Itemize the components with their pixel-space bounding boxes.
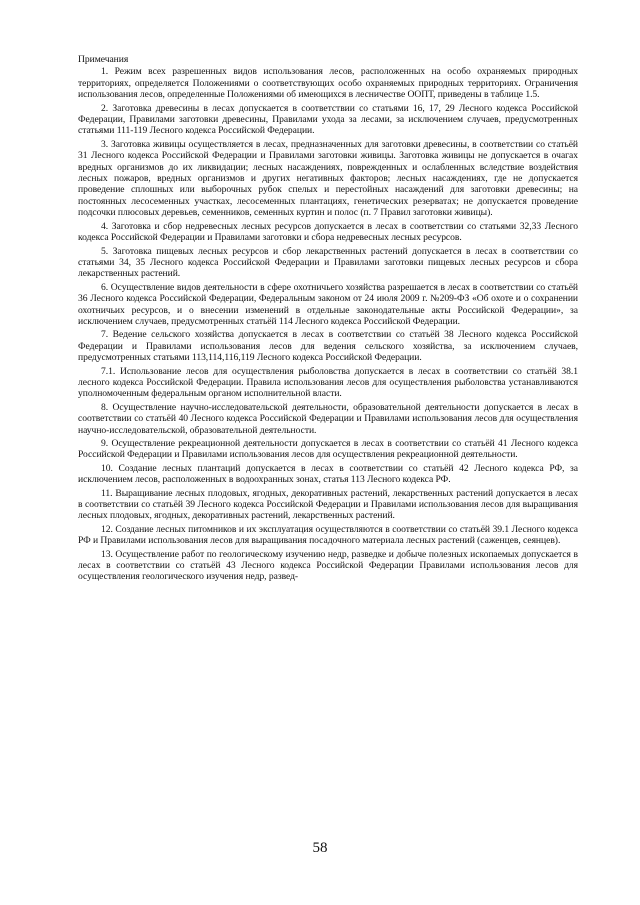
note-8: 8. Осуществление научно-исследовательской деятельности, образовательной деятельности допускается в лесах в соответствии со статьёй 40 Лесного кодекса Российской Федерации и Правилами использования лесов для осуществления научно-исследовательской, образовательной деятельности. [78,401,578,436]
note-6: 6. Осуществление видов деятельности в сфере охотничьего хозяйства разрешается в лесах в соответствии со статьёй 36 Лесного кодекса Российской Федерации, Федеральным законом от 24 июля 2009 г. №209-ФЗ «Об охоте и о сохранении охотничьих ресурсов, и о внесении изменений в отдельные законодательные акты Российской Федерации», за исключением случаев, предусмотренных статьёй 114 Лесного кодекса Российской Федерации. [78,281,578,327]
note-10: 10. Создание лесных плантаций допускается в лесах в соответствии со статьёй 42 Лесного кодекса РФ, за исключением лесов, расположенных в водоохранных зонах, статья 113 Лесного кодекса РФ. [78,462,578,486]
note-1: 1. Режим всех разрешенных видов использования лесов, расположенных на особо охраняемых природных территориях, определяется Положениями о соответствующих особо охраняемых природных территориях. Ограничения использования лесов, определенные Положениями об имеющихся в лесничестве ООПТ, приведены в таблице 1.5. [78,66,578,101]
page-number: 58 [312,840,328,856]
note-9: 9. Осуществление рекреационной деятельности допускается в лесах в соответствии со статьёй 41 Лесного кодекса Российской Федерации и Правилами использования лесов для осуществления рекреационной деятельности. [78,438,578,461]
note-7-1: 7.1. Использование лесов для осуществления рыболовства допускается в лесах в соответствии со статьёй 38.1 лесного кодекса Российской Федерации. Правила использования лесов для осуществления рыболовства устанавливаются уполномоченным федеральным органом исполнительной власти. [78,365,578,400]
note-12: 12. Создание лесных питомников и их эксплуатация осуществляются в соответствии со статьёй 39.1 Лесного кодекса РФ и Правилами использования лесов для выращивания посадочного материала лесных растений (саженцев, сеянцев). [78,523,578,547]
note-7: 7. Ведение сельского хозяйства допускается в лесах в соответствии со статьёй 38 Лесного кодекса Российской Федерации и Правилами использования лесов для ведения сельского хозяйства, за исключением случаев, предусмотренных статьями 113,114,116,119 Лесного кодекса Российской Федерации. [78,329,578,364]
document-body [78,54,578,585]
note-11: 11. Выращивание лесных плодовых, ягодных, декоративных растений, лекарственных растений допускается в лесах в соответствии со статьёй 39 Лесного кодекса Российской Федерации и Правилами использования лесов для выращивания лесных плодовых, ягодных, декоративных растений, лекарственных растений. [78,487,578,522]
notes-heading: Примечания [78,54,129,65]
note-5: 5. Заготовка пищевых лесных ресурсов и сбор лекарственных растений допускается в лесах в соответствии со статьями 34, 35 Лесного кодекса Российской Федерации и Правилами заготовки пищевых лесных ресурсов и сбора лекарственных растений. [78,245,578,280]
note-2: 2. Заготовка древесины в лесах допускается в соответствии со статьями 16, 17, 29 Лесного кодекса Российской Федерации, Правилами заготовки древесины, Правилами ухода за лесами, за исключением случаев, предусмотренных статьями 111-119 Лесного кодекса Российской Федерации. [78,102,578,137]
note-13: 13. Осуществление работ по геологическому изучению недр, разведке и добыче полезных ископаемых допускается в лесах в соответствии со статьёй 43 Лесного кодекса Российской Федерации Правилами использования лесов для осуществления геологического изучения недр, развед- [78,548,578,583]
note-3: 3. Заготовка живицы осуществляется в лесах, предназначенных для заготовки древесины, в соответствии со статьёй 31 Лесного кодекса Российской Федерации и Правилами заготовки живицы. Заготовка живицы не допускается в очагах вредных организмов до их ликвидации; лесных насаждениях, поврежденных и ослабленных вследствие воздействия лесных пожаров, вредных организмов и других негативных факторов; лесных насаждениях, где не допускается проведение сплошных или выборочных рубок спелых и перестойных насаждений для заготовки древесины; на постоянных лесосеменных участках, лесосеменных плантациях, генетических резерватах; не допускается проведение подсочки плюсовых деревьев, семенников, семенных куртин и полос (п. 7 Правил заготовки живицы). [78,138,578,219]
note-4: 4. Заготовка и сбор недревесных лесных ресурсов допускается в лесах в соответствии со статьями 32,33 Лесного кодекса Российской Федерации и Правилами заготовки и сбора недревесных лесных ресурсов. [78,220,578,244]
